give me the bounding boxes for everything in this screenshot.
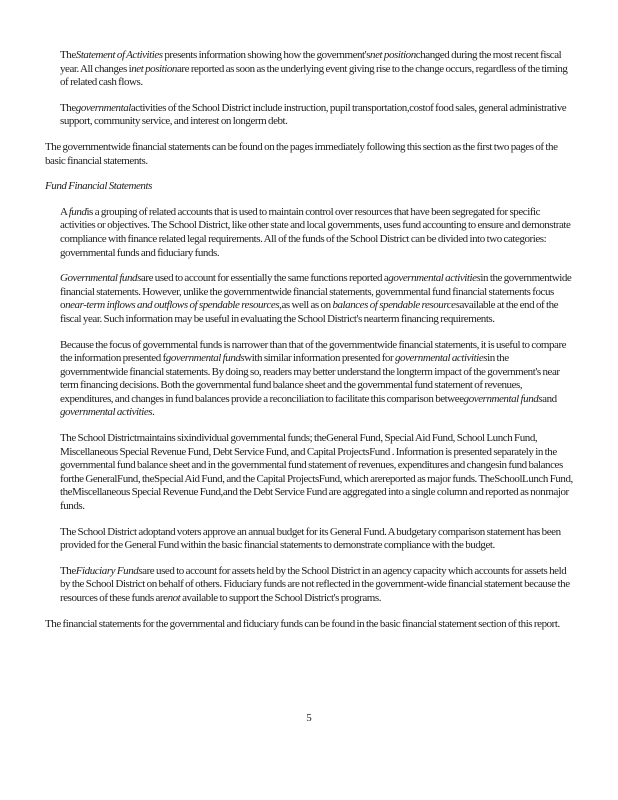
paragraph (60, 206, 575, 260)
paragraph (60, 565, 575, 606)
italic-text-run: governmental funds (165, 352, 245, 365)
page-number: 5 (306, 712, 312, 724)
text-run: is a grouping of related accounts that is used to maintain control over resources that have been segregated for specific activities or objectives. The School District, like other state and local governments, uses fund accounting to ensure and demonstrate compliance with finance related legal requirements. All of the funds of the School District can be divided into two categories: governmental funds and fiduciary funds. (60, 205, 571, 259)
italic-text-run: Statement of Activities (75, 49, 163, 61)
italic-text-run: governmental activities (388, 272, 481, 285)
text-run: The financial statements for the governmental and fiduciary funds can be found in the basic financial statement section of this report. (45, 617, 560, 630)
italic-text-run: governmental activities (395, 352, 488, 365)
paragraph (60, 49, 575, 90)
italic-text-run: Fund Financial Statements (45, 180, 152, 193)
text-run: in the governmentwide financial statements. By doing so, readers may better understand the longterm impact of the government's near term financing decisions. Both the governmental fund balance sheet and the governmental fund statement of revenues, expenditures, and changes in fund balances provide a reconciliation to facilitate this comparison betwee (60, 352, 560, 405)
text-run: The (60, 49, 76, 61)
italic-text-run: net position (131, 62, 177, 75)
text-run: The School District adoptand voters approve an annual budget for its General Fund. A budgetary comparison statement has been provided for the General Fund within the basic financial statements to demonstrate compliance with the budget. (60, 525, 561, 552)
text-run: in the governmentwide financial statements. However, unlike the governmentwide financial statements, governmental fund financial statements focus o (60, 272, 572, 312)
text-run: A (60, 205, 69, 218)
text-run: available at the end of the fiscal year. Such information may be useful in evaluating the School District's nearterm financing requirements. (60, 299, 559, 325)
italic-text-run: fund (68, 205, 87, 218)
italic-text-run: balances of spendable resources (332, 299, 460, 312)
italic-text-run: governmental (75, 101, 131, 114)
paragraph (60, 432, 575, 514)
text-run: available to support the School District's programs. (180, 592, 381, 604)
text-run: . (152, 406, 155, 419)
italic-text-run: net position (370, 49, 416, 61)
paragraph (60, 526, 575, 553)
italic-text-run: governmental activities (60, 406, 153, 419)
text-run: The School Districtmaintains sixindividual governmental funds; theGeneral Fund, Special Aid Fund, School Lunch Fund, Miscellaneous Special Revenue Fund, Debt Service Fund, and Capital ProjectsFund . Information is presented separately in the governmental fund balance sheet and in the governmental fund statement of revenues, expenditures and changesin fund balances forthe GeneralFund, theSpecial Aid Fund, and the Capital ProjectsFund, which arereported as major funds. TheSchoolLunch Fund, theMiscellaneous Special Revenue Fund,and the Debt Service Fund are aggregated into a single column and reported as nonmajor funds. (60, 432, 573, 513)
text-run: are used to account for assets held by the School District in an agency capacity which accounts for assets held by the School District on behalf of others. Fiduciary funds are not reflected in the government-wide financial statement because the resources of these funds are (60, 564, 570, 604)
text-run: ,as well as on (279, 299, 333, 312)
text-run: presents information showing how the government's (162, 49, 371, 61)
text-run: changed during the most recent fiscal year. All changes i (60, 49, 562, 75)
text-run: and (542, 392, 557, 405)
text-run: The (60, 564, 76, 577)
text-run: Because the focus of governmental funds is narrower than that of the governmentwide financial statements, it is useful to compare the information presented f (60, 338, 567, 365)
text-run: with similar information presented for (244, 352, 395, 365)
paragraph (45, 141, 575, 168)
document-body (45, 49, 575, 631)
text-run: The governmentwide financial statements can be found on the pages immediately following this section as the first two pages of the basic financial statements. (45, 140, 558, 167)
paragraph (45, 618, 575, 632)
text-run: are reported as soon as the underlying event giving rise to the change occurs, regardless of the timing of related cash flows. (60, 62, 568, 89)
paragraph (60, 272, 575, 326)
text-run: The (60, 101, 76, 114)
italic-text-run: not (167, 592, 181, 604)
text-run: are used to account for essentially the same functions reported a (140, 272, 389, 285)
paragraph (60, 339, 575, 421)
paragraph (60, 102, 575, 129)
section-heading (45, 180, 575, 194)
italic-text-run: Fiduciary Funds (75, 564, 143, 577)
text-run: activities of the School District include instruction, pupil transportation,costof food sales, general administrative support, community service, and interest on longerm debt. (60, 101, 567, 128)
italic-text-run: Governmental funds (60, 272, 141, 285)
italic-text-run: near-term inflows and outflows of spendable resources (65, 299, 280, 312)
italic-text-run: governmental funds (463, 392, 543, 405)
